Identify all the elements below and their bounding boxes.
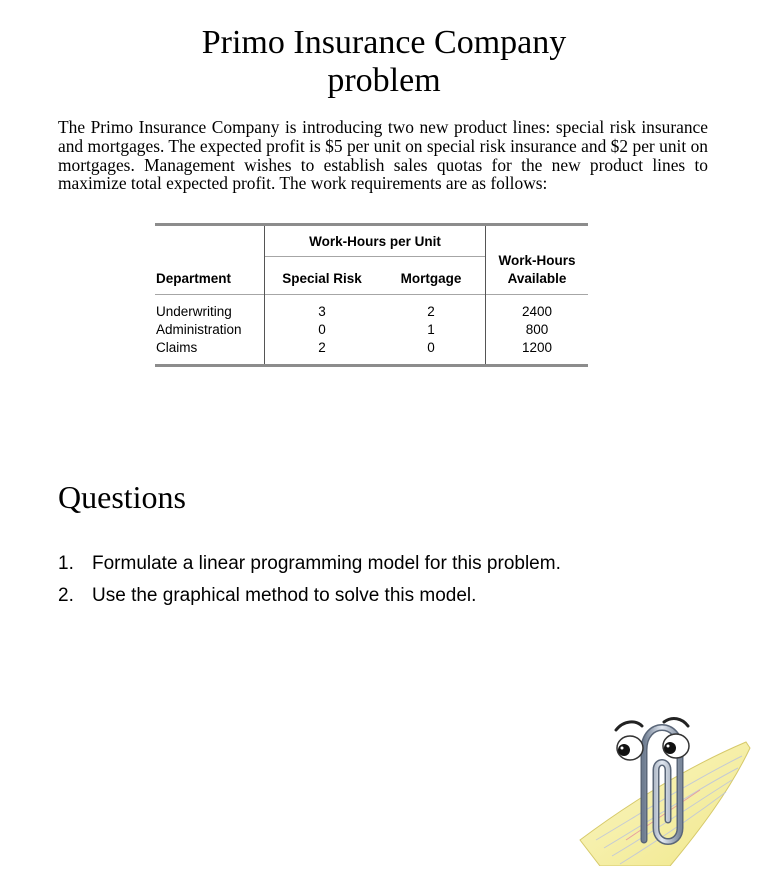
- header-available-2: Available: [507, 271, 567, 286]
- table-row-mortgage: 1: [427, 322, 435, 337]
- group-header-rule: [265, 256, 485, 257]
- table-row-mortgage: 0: [427, 340, 435, 355]
- problem-description: The Primo Insurance Company is introducing two new product lines: special risk insurance and mortgages. The expected profit is $5 per unit on special risk insurance and $2 per unit on mortgages. Management wishes to establish sales quotas for the new product lines to maximize total expected profit. The work requirements are as follows:: [58, 118, 708, 194]
- list-item: [58, 580, 561, 612]
- table-top-rule: [155, 223, 588, 226]
- special-risk-column: [267, 303, 377, 357]
- department-column: [156, 303, 242, 357]
- table-bottom-rule: [155, 364, 588, 367]
- header-available-1: Work-Hours: [498, 253, 576, 268]
- table-row-available: 800: [525, 322, 549, 337]
- list-item-number: 1.: [58, 553, 74, 574]
- table-row-special-risk: 0: [318, 322, 326, 337]
- header-mortgage: Mortgage: [400, 271, 462, 286]
- list-item-number: 2.: [58, 585, 74, 606]
- header-department: Department: [156, 271, 232, 286]
- table-row-department: Administration: [156, 322, 242, 337]
- list-item: [58, 548, 561, 580]
- header-special-risk: Special Risk: [282, 271, 362, 286]
- table-row-special-risk: 2: [318, 340, 326, 355]
- paperclip-assistant-icon[interactable]: [560, 690, 768, 866]
- title-line-2: problem: [327, 62, 441, 99]
- list-item-text: Formulate a linear programming model for this problem.: [92, 553, 561, 574]
- table-row-special-risk: 3: [318, 304, 326, 319]
- table-row-available: 1200: [521, 340, 553, 355]
- questions-heading: Questions: [58, 479, 186, 515]
- page-title: [0, 24, 768, 100]
- mortgage-column: [377, 303, 485, 357]
- questions-list: [58, 548, 561, 612]
- header-bottom-rule: [155, 294, 588, 295]
- title-line-1: Primo Insurance Company: [201, 24, 567, 61]
- group-header: Work-Hours per Unit: [309, 234, 441, 249]
- table-row-mortgage: 2: [427, 304, 435, 319]
- list-item-text: Use the graphical method to solve this model.: [92, 585, 477, 606]
- table-row-department: Claims: [156, 340, 198, 355]
- table-row-department: Underwriting: [156, 304, 232, 319]
- table-row-available: 2400: [521, 304, 553, 319]
- available-column: [486, 303, 588, 357]
